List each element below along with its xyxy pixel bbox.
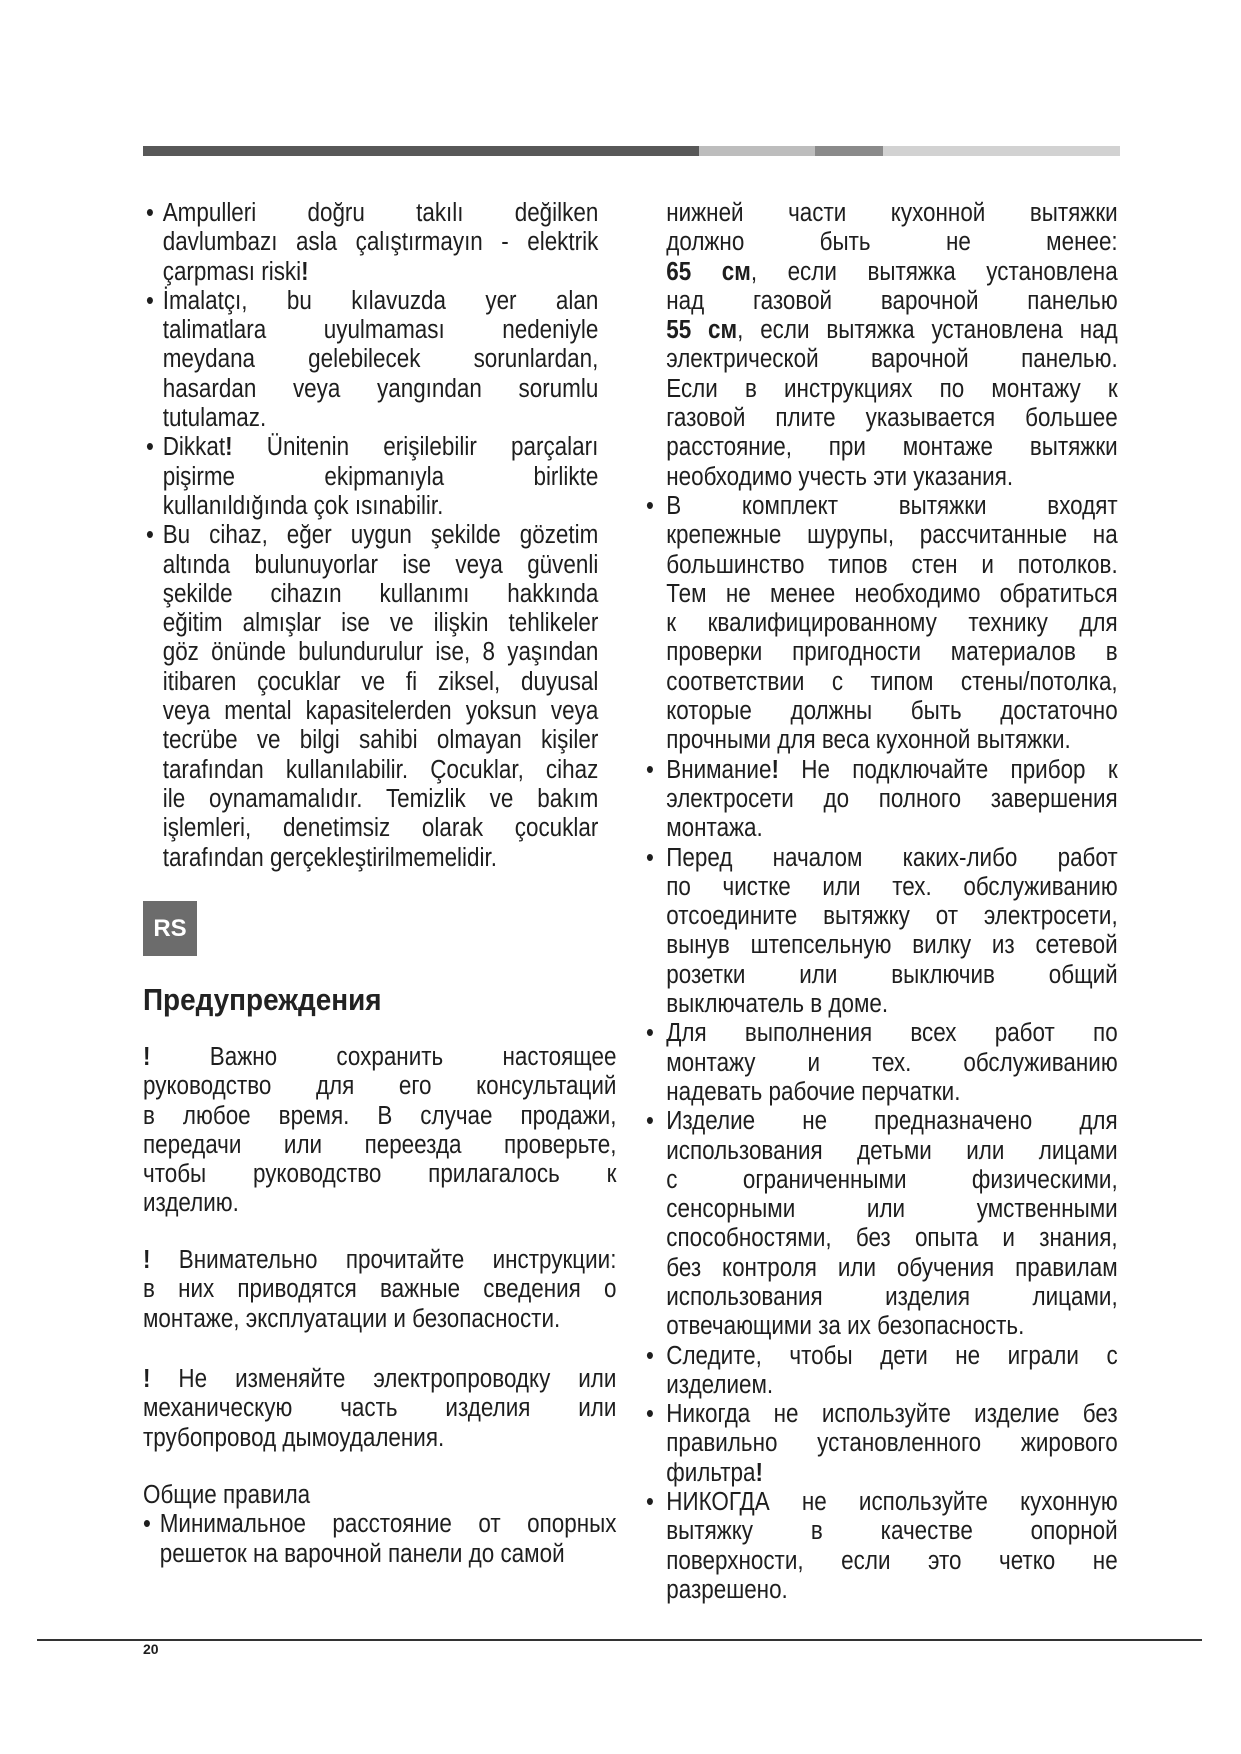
text-run: расстояние, при монтаже вытяжки	[666, 433, 1118, 462]
section-title: Предупреждения	[143, 982, 382, 1017]
text-run: İmalatçı, bu kılavuzda yer alan	[162, 286, 599, 315]
paragraph	[646, 199, 1118, 492]
text-run: Никогда не используйте изделие без	[666, 1400, 1118, 1429]
text-line	[143, 1160, 616, 1189]
bold-text: !	[143, 1365, 151, 1393]
text-run: , если вытяжка установлена	[750, 257, 1118, 286]
text-run: Минимальное расстояние от опорных	[159, 1510, 617, 1539]
bullet-item	[646, 756, 1118, 844]
text-run: Важно сохранить настоящее	[150, 1043, 617, 1071]
text-line	[163, 433, 599, 462]
text-line	[163, 668, 599, 697]
text-line	[666, 375, 1117, 404]
text-run: pişirme ekipmanıyla birlikte	[162, 462, 599, 491]
right-column	[646, 199, 1118, 1605]
text-run: изделием.	[666, 1370, 774, 1399]
bullet-item	[646, 1107, 1118, 1341]
text-line	[666, 668, 1117, 697]
text-line	[666, 844, 1117, 873]
bullet-icon: •	[143, 1510, 151, 1539]
text-line	[163, 463, 599, 492]
bullet-icon: •	[146, 521, 154, 550]
text-run: отвечающими за их безопасность.	[666, 1312, 1025, 1341]
text-run: Следите, чтобы дети не играли с	[666, 1341, 1118, 1370]
bullet-icon: •	[146, 433, 154, 462]
text-line	[666, 1137, 1117, 1166]
text-line	[666, 1517, 1117, 1546]
text-run: tarafından kullanılabilir. Çocuklar, cihaz	[162, 755, 599, 784]
text-run: сенсорными или умственными	[666, 1195, 1118, 1224]
text-line	[163, 551, 599, 580]
bold-text: !	[143, 1246, 151, 1274]
text-run: монтажа.	[666, 814, 763, 843]
text-run: tarafından gerçekleştirilmemelidir.	[162, 843, 497, 872]
bold-text: !	[301, 257, 309, 286]
text-run: передачи или переезда проверьте,	[143, 1130, 617, 1159]
text-line	[163, 228, 599, 257]
text-line	[163, 404, 599, 433]
bullet-item	[646, 1488, 1118, 1605]
text-run: над газовой варочной панелью	[666, 286, 1118, 315]
text-run: решеток на варочной панели до самой	[159, 1539, 565, 1568]
text-run: чтобы руководство прилагалось к	[143, 1160, 617, 1189]
bullet-icon: •	[646, 491, 654, 520]
text-line	[666, 814, 1117, 843]
bullet-item	[646, 492, 1118, 756]
text-line	[163, 638, 599, 667]
text-run: трубопровод дымоудаления.	[143, 1423, 445, 1452]
bullet-item	[146, 521, 598, 873]
text-run: Тем не менее необходимо обратиться	[666, 579, 1118, 608]
text-line	[163, 580, 599, 609]
text-run: большинство типов стен и потолков.	[666, 550, 1118, 579]
text-line	[666, 756, 1117, 785]
bullet-item	[143, 1510, 616, 1569]
text-run: крепежные шурупы, рассчитанные на	[666, 521, 1118, 550]
text-line	[143, 1365, 616, 1394]
text-line	[160, 1540, 617, 1569]
text-run: с ограниченными физическими,	[666, 1165, 1118, 1194]
text-run: Ünitenin erişilebilir parçaları	[232, 433, 599, 462]
text-line	[666, 463, 1117, 492]
paragraph	[143, 1481, 616, 1510]
text-run: Для выполнения всех работ по	[666, 1019, 1118, 1048]
text-run: в любое время. В случае продажи,	[143, 1101, 617, 1130]
text-line	[160, 1510, 617, 1539]
text-run: НИКОГДА не используйте кухонную	[666, 1488, 1118, 1517]
text-run: çarpması riski	[162, 257, 302, 286]
text-run: işlemleri, denetimsiz olarak çocuklar	[162, 814, 599, 843]
text-run: разрешено.	[666, 1575, 788, 1604]
bold-text: !	[771, 755, 779, 784]
text-line	[666, 1019, 1117, 1048]
text-line	[666, 902, 1117, 931]
text-run: механическую часть изделия или	[143, 1394, 617, 1423]
text-run: tecrübe ve bilgi sahibi olmayan kişiler	[162, 726, 599, 755]
text-run: , если вытяжка установлена над	[737, 316, 1118, 345]
text-line	[666, 551, 1117, 580]
warning-paragraph-3	[143, 1365, 616, 1453]
text-line	[143, 1072, 616, 1101]
text-run: электросети до полного завершения	[666, 784, 1118, 813]
text-line	[666, 1078, 1117, 1107]
bullet-icon: •	[146, 199, 154, 227]
text-line	[666, 1283, 1117, 1312]
text-run: в них приводятся важные сведения о	[143, 1275, 617, 1304]
text-line	[143, 1305, 616, 1334]
text-line	[143, 1043, 616, 1072]
text-run: газовой плите указывается большее	[666, 404, 1118, 433]
text-run: Общие правила	[143, 1481, 311, 1509]
text-line	[666, 1107, 1117, 1136]
text-run: Ampulleri doğru takılı değilken	[162, 199, 599, 227]
bullet-item	[646, 1400, 1118, 1488]
text-line	[163, 697, 599, 726]
text-run: Dikkat	[162, 433, 226, 462]
text-line	[666, 785, 1117, 814]
bold-text: 55 см	[666, 316, 738, 345]
text-run: Не изменяйте электропроводку или	[150, 1365, 617, 1393]
text-run: необходимо учесть эти указания.	[666, 462, 1014, 491]
text-run: соответствии с типом стены/потолка,	[666, 667, 1118, 696]
text-line	[666, 1576, 1117, 1605]
text-line	[163, 287, 599, 316]
text-run: Если в инструкциях по монтажу к	[666, 374, 1118, 403]
bullet-item	[146, 287, 598, 433]
text-line	[666, 873, 1117, 902]
bullet-item	[146, 199, 598, 287]
text-line	[143, 1424, 616, 1453]
text-line	[666, 1312, 1117, 1341]
text-run: прочными для веса кухонной вытяжки.	[666, 726, 1071, 755]
text-line	[666, 287, 1117, 316]
text-run: правильно установленного жирового	[666, 1429, 1118, 1458]
text-run: надевать рабочие перчатки.	[666, 1077, 961, 1106]
text-run: монтаже, эксплуатации и безопасности.	[143, 1304, 561, 1333]
paragraph	[143, 1043, 616, 1219]
text-line	[163, 609, 599, 638]
text-run: Bu cihaz, eğer uygun şekilde gözetim	[162, 521, 599, 550]
header-bar-dark	[143, 146, 699, 156]
text-line	[666, 1195, 1117, 1224]
text-run: veya mental kapasitelerden yoksun veya	[162, 697, 599, 726]
text-line	[143, 1394, 616, 1423]
text-run: электрической варочной панелью.	[666, 345, 1118, 374]
bullet-icon: •	[146, 286, 154, 315]
text-line	[163, 492, 599, 521]
text-run: поверхности, если это четко не	[666, 1546, 1118, 1575]
text-line	[666, 433, 1117, 462]
text-line	[666, 521, 1117, 550]
text-run: itibaren çocuklar ve fi ziksel, duyusal	[162, 667, 599, 696]
bullet-icon: •	[646, 1341, 654, 1370]
text-run: В комплект вытяжки входят	[666, 491, 1118, 520]
text-line	[143, 1189, 616, 1218]
general-rules	[143, 1481, 616, 1569]
text-line	[666, 345, 1117, 374]
text-run: Не подключайте прибор к	[778, 755, 1118, 784]
text-line	[143, 1131, 616, 1160]
bullet-icon: •	[646, 1019, 654, 1048]
text-line	[143, 1102, 616, 1131]
header-bar-pale	[883, 146, 1120, 156]
text-line	[666, 1400, 1117, 1429]
text-line	[666, 1224, 1117, 1253]
text-line	[163, 345, 599, 374]
bullet-icon: •	[646, 843, 654, 872]
text-line	[666, 228, 1117, 257]
text-run: tutulamaz.	[162, 404, 267, 433]
text-line	[666, 990, 1117, 1019]
header-bar-mid	[815, 146, 883, 156]
text-line	[666, 961, 1117, 990]
text-run: руководство для его консультаций	[143, 1072, 617, 1101]
text-line	[666, 609, 1117, 638]
text-run: без контроля или обучения правилам	[666, 1253, 1118, 1282]
text-run: Изделие не предназначено для	[666, 1107, 1118, 1136]
text-run: проверки пригодности материалов в	[666, 638, 1118, 667]
text-run: к квалифицированному технику для	[666, 609, 1118, 638]
text-line	[666, 697, 1117, 726]
text-run: Внимание	[666, 755, 772, 784]
text-line	[163, 199, 599, 228]
header-bar-light	[699, 146, 815, 156]
bullet-item	[646, 1342, 1118, 1401]
text-line	[143, 1481, 616, 1510]
paragraph	[143, 1365, 616, 1453]
text-run: розетки или выключив общий	[666, 960, 1118, 989]
text-run: которые должны быть достаточно	[666, 697, 1118, 726]
text-run: вытяжку в качестве опорной	[666, 1517, 1118, 1546]
text-line	[666, 1166, 1117, 1195]
text-line	[666, 638, 1117, 667]
text-line	[666, 1049, 1117, 1078]
bullet-icon: •	[646, 755, 654, 784]
text-line	[163, 521, 599, 550]
text-line	[666, 492, 1117, 521]
text-run: Внимательно прочитайте инструкции:	[150, 1246, 617, 1274]
text-run: ile oynamamalıdır. Temizlik ve bakım	[162, 784, 599, 813]
text-line	[666, 1429, 1117, 1458]
text-run: hasardan veya yangından sorumlu	[162, 374, 599, 403]
warning-paragraph-1	[143, 1043, 616, 1219]
text-run: выключатель в доме.	[666, 990, 889, 1019]
bold-text: !	[755, 1458, 763, 1487]
text-line	[666, 931, 1117, 960]
text-run: meydana gelebilecek sorunlardan,	[162, 345, 599, 374]
text-line	[143, 1275, 616, 1304]
bullet-icon: •	[646, 1488, 654, 1517]
footer-divider	[37, 1639, 1202, 1641]
paragraph	[143, 1246, 616, 1334]
text-run: по чистке или тех. обслуживанию	[666, 872, 1118, 901]
text-run: использования изделия лицами,	[666, 1282, 1118, 1311]
text-run: вынув штепсельную вилку из сетевой	[666, 931, 1118, 960]
warning-paragraph-2	[143, 1246, 616, 1334]
text-run: способностями, без опыта и знания,	[666, 1224, 1118, 1253]
text-line	[666, 726, 1117, 755]
text-line	[666, 199, 1117, 228]
bold-text: 65 см	[666, 257, 751, 286]
text-line	[666, 316, 1117, 345]
text-line	[666, 580, 1117, 609]
text-line	[163, 316, 599, 345]
text-run: нижней части кухонной вытяжки	[666, 199, 1118, 227]
text-run: altında bulunuyorlar ise veya güvenli	[162, 550, 599, 579]
left-column-turkish	[146, 199, 598, 873]
text-run: фильтра	[666, 1458, 756, 1487]
language-badge: RS	[143, 901, 197, 956]
text-line	[666, 258, 1117, 287]
text-line	[163, 844, 599, 873]
text-line	[666, 1459, 1117, 1488]
page-number: 20	[143, 1641, 159, 1657]
text-line	[163, 814, 599, 843]
text-line	[143, 1246, 616, 1275]
bullet-icon: •	[646, 1107, 654, 1136]
text-line	[163, 258, 599, 287]
text-line	[666, 404, 1117, 433]
bold-text: !	[225, 433, 233, 462]
bold-text: !	[143, 1043, 151, 1071]
text-run: Перед началом каких-либо работ	[666, 843, 1118, 872]
bullet-item	[646, 844, 1118, 1020]
text-line	[666, 1488, 1117, 1517]
text-line	[666, 1547, 1117, 1576]
bullet-item	[146, 433, 598, 521]
text-line	[163, 375, 599, 404]
text-line	[163, 726, 599, 755]
bullet-icon: •	[646, 1400, 654, 1429]
text-run: отсоедините вытяжку от электросети,	[666, 902, 1118, 931]
text-run: şekilde cihazın kullanımı hakkında	[162, 579, 599, 608]
text-run: должно быть не менее:	[666, 228, 1118, 257]
text-run: изделию.	[143, 1189, 239, 1218]
text-line	[163, 785, 599, 814]
text-line	[666, 1371, 1117, 1400]
text-run: göz önünde bulundurulur ise, 8 yaşından	[162, 638, 599, 667]
text-run: eğitim almışlar ise ve ilişkin tehlikeler	[162, 609, 599, 638]
text-run: talimatlara uyulmaması nedeniyle	[162, 316, 599, 345]
text-line	[666, 1342, 1117, 1371]
text-run: davlumbazı asla çalıştırmayın - elektrik	[162, 228, 599, 257]
text-line	[666, 1254, 1117, 1283]
text-run: использования детьми или лицами	[666, 1136, 1118, 1165]
text-run: kullanıldığında çok ısınabilir.	[162, 491, 444, 520]
text-line	[163, 756, 599, 785]
text-run: монтажу и тех. обслуживанию	[666, 1048, 1118, 1077]
bullet-item	[646, 1019, 1118, 1107]
